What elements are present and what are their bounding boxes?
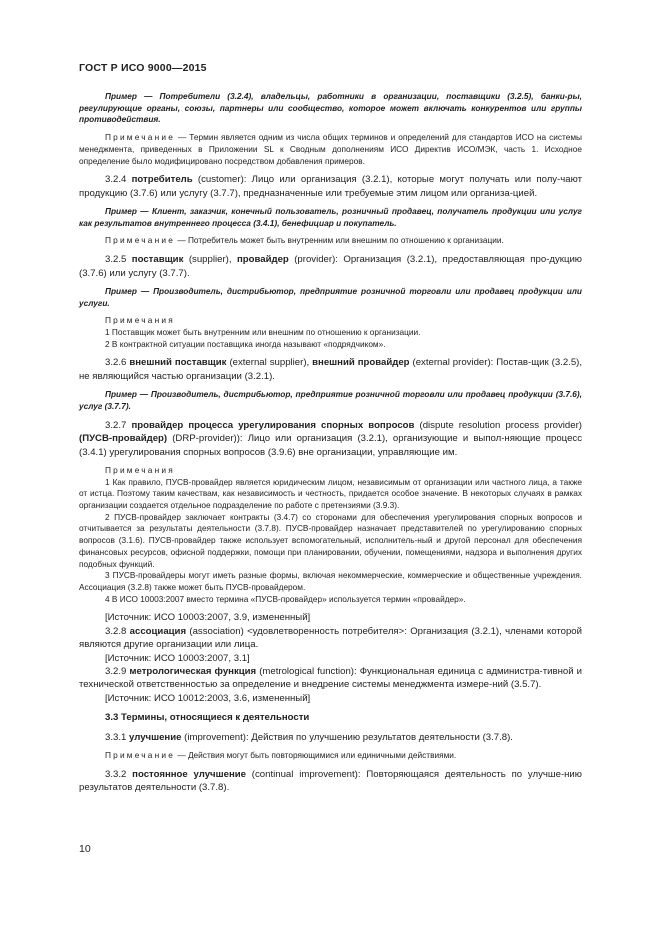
term-name: улучшение [129,731,182,743]
example-external-provider: Пример — Производитель, дистрибьютор, предприятие розничной торговли или продавец продукции (3.7.6), услуг (3.7.7). [79,389,582,411]
term-english: (supplier), [183,254,237,266]
term-english: (dispute resolution process provider) [414,419,582,431]
term-association [79,625,582,652]
notes-label: Примечания [105,315,175,326]
term-name-alt: внешний провайдер [312,357,410,369]
term-definition: (metrological function): Функциональная единица с администра-тивной и технической ответственностью за определение и внедрение системы менеджмента измере-ний (3.5.7). [79,665,582,691]
example-customer: Пример — Клиент, заказчик, конечный пользователь, розничный продавец, получатель продукции или услуг как результатов внутреннего процесса (3.4.1), бенефициар и покупатель. [79,206,582,228]
term-continual-improvement [79,768,582,795]
term-external-provider [79,356,582,383]
term-definition: (provider): Организация (3.2.1), предоставляющая про-дукцию (3.7.6) или услугу (3.7.7). [79,254,582,279]
term-metrological-function [79,665,582,692]
term-drp-provider [79,419,582,459]
note-item: 3 ПУСВ-провайдеры могут иметь разные формы, включая некоммерческие, коммерческие и общественные учреждения. Ассоциация (3.2.8) также может быть ПУСВ-провайдером. [79,570,582,592]
term-improvement [79,731,582,744]
term-number: 3.2.6 [105,357,127,369]
term-number: 3.3.2 [105,768,127,780]
term-number: 3.3.1 [105,731,127,743]
term-name: поставщик [131,254,184,266]
term-number: 3.2.5 [105,254,127,266]
note-improvement [79,750,582,762]
term-customer [79,173,582,200]
term-number: 3.2.4 [105,174,127,186]
term-name-alt: (ПУСВ-провайдер) [79,433,168,445]
term-supplier [79,253,582,280]
term-name: провайдер процесса урегулирования спорных вопросов [131,419,415,431]
note-label: Примечание [105,750,176,760]
term-definition: (continual improvement): Повторяющаяся деятельность по улучше-нию результатов деятельности (3.7.8). [79,768,582,794]
term-english: (external supplier), [226,357,313,369]
source-reference: [Источник: ИСО 10012:2003, 3.6, измененный] [105,692,311,704]
term-name: постоянное улучшение [132,768,246,780]
notes-label: Примечания [105,464,175,475]
term-definition: (customer): Лицо или организация (3.2.1), которые могут получать или полу-чают продукцию (3.7.6) или услугу (3.7.7), предназначенные или требуемые этим лицом или организа-цией. [79,174,582,199]
note-customer [79,235,582,247]
page-header: ГОСТ Р ИСО 9000—2015 [79,62,207,74]
note-item: 1 Поставщик может быть внутренним или внешним по отношению к организации. [105,327,421,338]
source-reference: [Источник: ИСО 10003:2007, 3.1] [105,652,250,664]
note-item: 2 ПУСВ-провайдер заключает контракты (3.4.7) со сторонами для обеспечения урегулирования спорных вопросов и отчитывается за результаты деятельности (3.7.8). ПУСВ-провайдер назначает представителей по урегулированию спорных вопросов (3.1.6). ПУСВ-провайдер также использует вспомогательный, исполнитель-ный и другой персонал для обеспечения финансовых ресурсов, офисной поддержки, помощи при планировании, обучении, помещениями, надзора и выполнения других подобных функций. [79,511,582,569]
term-definition: (association) <удовлетворенность потребителя>: Организация (3.2.1), членами которой являются другие организации или лица. [79,625,582,651]
term-number: 3.2.9 [105,665,127,677]
term-number: 3.2.7 [105,419,127,431]
term-definition: (external provider): Постав-щик (3.2.5), не являющийся частью организации (3.2.1). [79,357,583,382]
note-item: 1 Как правило, ПУСВ-провайдер является юридическим лицом, независимым от организации или частного лица, а также от истца. Поэтому таким качествам, как независимость и честность, придается особое значение. В некоторых случаях в рамках организации создается отдельное подразделение по работе с претензиями (3.9.3). [79,476,582,511]
term-definition: (DRP-provider)): Лицо или организация (3.2.1), организующие и выпол-няющие процесс (3.4.1) урегулирования спорных вопросов (3.9.6) вне организации, управляющие им. [79,433,582,458]
page-number: 10 [79,843,91,855]
note-text: — Термин является одним из числа общих терминов и определений для стандартов ИСО на системы менеджмента, приведенных в Приложении SL к Сводным дополнениям ИСО Директив ИСО/МЭК, часть 1. Исходное определение было модифицировано посредством добавления примеров. [79,132,582,166]
note-label: Примечание [105,132,176,143]
term-name: метрологическая функция [129,665,257,677]
source-reference: [Источник: ИСО 10003:2007, 3.9, измененный] [105,612,311,624]
note-item: 2 В контрактной ситуации поставщика иногда называют «подрядчиком». [105,338,386,349]
term-definition: (improvement): Действия по улучшению результатов деятельности (3.7.8). [181,731,513,743]
example-stakeholders: Пример — Потребители (3.2.4), владельцы, работники в организации, поставщики (3.2.5), банки-ры, регулирующие органы, союзы, партнеры или сообщество, которое может включать конкурентов или группы противодействия. [79,91,582,125]
note-text: — Действия могут быть повторяющимися или единичными действиями. [175,750,457,760]
note-stakeholders [79,132,582,167]
term-name: потребитель [131,174,193,186]
term-name: ассоциация [129,625,187,637]
example-supplier: Пример — Производитель, дистрибьютор, предприятие розничной торговли или продавец продукции или услуги. [79,285,582,308]
section-title: 3.3 Термины, относящиеся к деятельности [105,712,310,724]
term-number: 3.2.8 [105,625,127,637]
note-label: Примечание [105,235,176,246]
page-content [79,91,582,795]
term-name: внешний поставщик [129,357,227,369]
note-text: — Потребитель может быть внутренним или внешним по отношению к организации. [175,235,504,246]
note-item: 4 В ИСО 10003:2007 вместо термина «ПУСВ-провайдер» используется термин «провайдер». [105,593,466,604]
term-name-alt: провайдер [236,254,289,266]
